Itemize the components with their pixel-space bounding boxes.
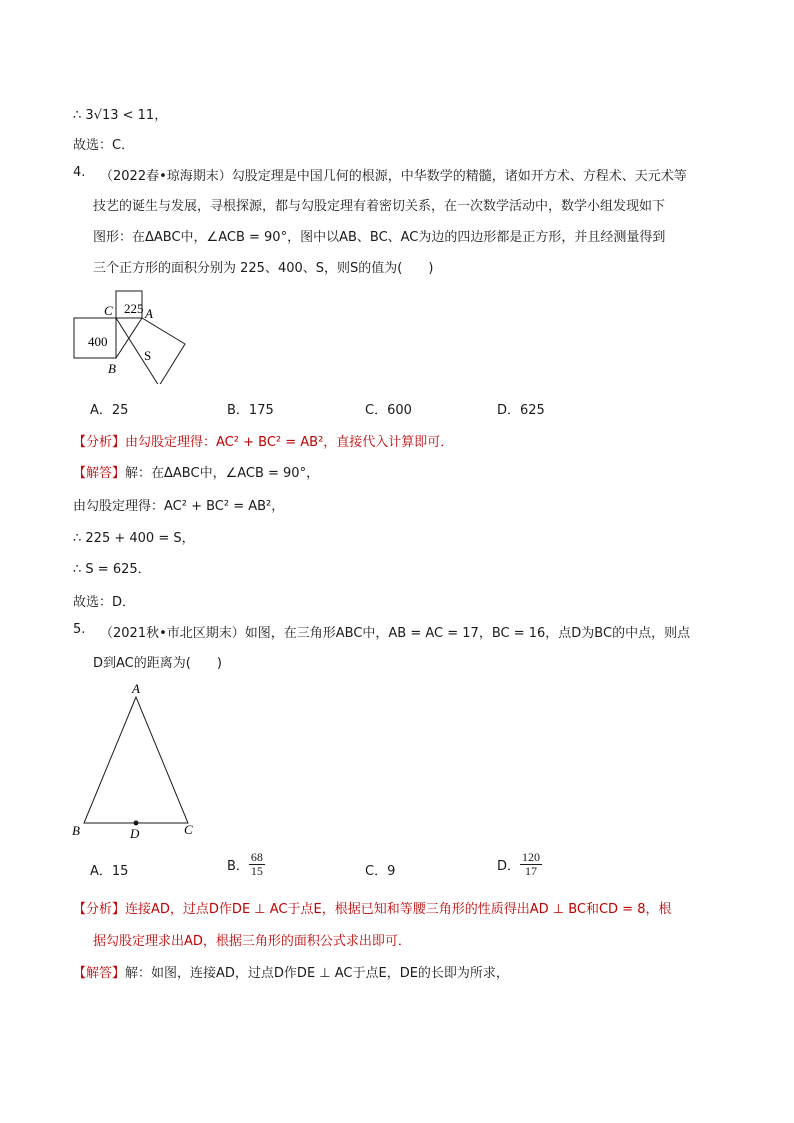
q5-line-1: （2021秋•市北区期末）如图，在三角形ABC中，AB = AC = 17，BC = 16，点D为BC的中点，则点 <box>100 626 691 641</box>
q4-option-c[interactable]: C．600 <box>365 403 412 418</box>
q5-solution <box>73 962 509 981</box>
q5-line-2: D到AC的距离为( ) <box>93 656 222 671</box>
q4-analysis <box>73 431 453 450</box>
q4-analysis-tag: 【分析】 <box>73 435 126 450</box>
vertex-label-a: A <box>145 306 153 321</box>
vertex-label-d: D <box>130 826 140 841</box>
answer-line: 故选：C． <box>73 138 135 153</box>
q4-solution-5: 故选：D． <box>73 595 136 610</box>
midpoint-d-dot <box>134 821 139 826</box>
area-label-400: 400 <box>88 334 108 349</box>
therefore-line: ∴ 3√13 < 11， <box>73 108 168 123</box>
q5-option-d-denominator: 17 <box>525 864 538 878</box>
q4-solution-1 <box>73 462 319 481</box>
q5-analysis-2: 据勾股定理求出AD，根据三角形的面积公式求出即可． <box>93 934 411 949</box>
q4-solution-3: ∴ 225 + 400 = S， <box>73 531 195 546</box>
q5-solution-text: 解：如图，连接AD，过点D作DE ⊥ AC于点E，DE的长即为所求， <box>125 966 509 981</box>
area-label-225: 225 <box>124 301 144 316</box>
q5-analysis-text-1: 连接AD，过点D作DE ⊥ AC于点E，根据已知和等腰三角形的性质得出AD ⊥ BC和CD = 8，根 <box>125 902 672 917</box>
q5-analysis-tag: 【分析】 <box>73 902 126 917</box>
q5-option-b-fraction <box>249 851 265 878</box>
q5-option-b-prefix: B． <box>227 859 249 874</box>
q5-analysis-1 <box>73 898 671 917</box>
q5-option-d-fraction <box>520 851 542 878</box>
vertex-label-b: B <box>108 361 116 376</box>
q5-number: 5. <box>73 622 86 637</box>
q5-option-d-numerator: 120 <box>522 850 541 864</box>
q4-line-2: 技艺的诞生与发展，寻根探源，都与勾股定理有着密切关系，在一次数学活动中，数学小组发现如下 <box>93 199 666 214</box>
q5-option-b-numerator: 68 <box>250 850 263 864</box>
q4-line-4: 三个正方形的面积分别为 225、400、S，则S的值为( ) <box>93 261 434 276</box>
vertex-label-c: C <box>104 303 113 318</box>
q4-solution-4: ∴ S = 625． <box>73 562 151 577</box>
q5-option-b[interactable] <box>227 851 265 878</box>
triangle-abc <box>84 697 188 823</box>
q4-analysis-text: 由勾股定理得：AC² + BC² = AB²，直接代入计算即可． <box>125 435 454 450</box>
q4-line-3: 图形：在ΔABC中，∠ACB = 90°，图中以AB、BC、AC为边的四边形都是正方形，并且经测量得到 <box>93 230 666 245</box>
q5-option-a[interactable]: A．15 <box>90 864 129 879</box>
q4-option-d[interactable]: D．625 <box>497 403 545 418</box>
q4-option-a[interactable]: A．25 <box>90 403 129 418</box>
q5-option-b-denominator: 15 <box>250 864 263 878</box>
q4-squares-figure <box>66 284 196 384</box>
area-label-s: S <box>144 348 152 363</box>
q4-solution-tag: 【解答】 <box>73 466 126 481</box>
vertex-label-a: A <box>132 681 140 696</box>
q4-number: 4. <box>73 165 86 180</box>
vertex-label-c: C <box>184 822 193 837</box>
q5-option-d[interactable] <box>497 851 542 878</box>
q4-line-1: （2022春•琼海期末）勾股定理是中国几何的根源，中华数学的精髓，诸如开方术、方程术、天元术等 <box>100 169 687 184</box>
q5-solution-tag: 【解答】 <box>73 966 126 981</box>
q4-solution-2: 由勾股定理得：AC² + BC² = AB²， <box>73 499 285 514</box>
vertex-label-b: B <box>72 823 80 838</box>
q4-option-b[interactable]: B．175 <box>227 403 274 418</box>
q5-option-c[interactable]: C．9 <box>365 864 396 879</box>
q4-solution-text-1: 解：在ΔABC中，∠ACB = 90°， <box>125 466 320 481</box>
q5-option-d-prefix: D． <box>497 859 521 874</box>
q5-triangle-figure <box>66 680 206 842</box>
